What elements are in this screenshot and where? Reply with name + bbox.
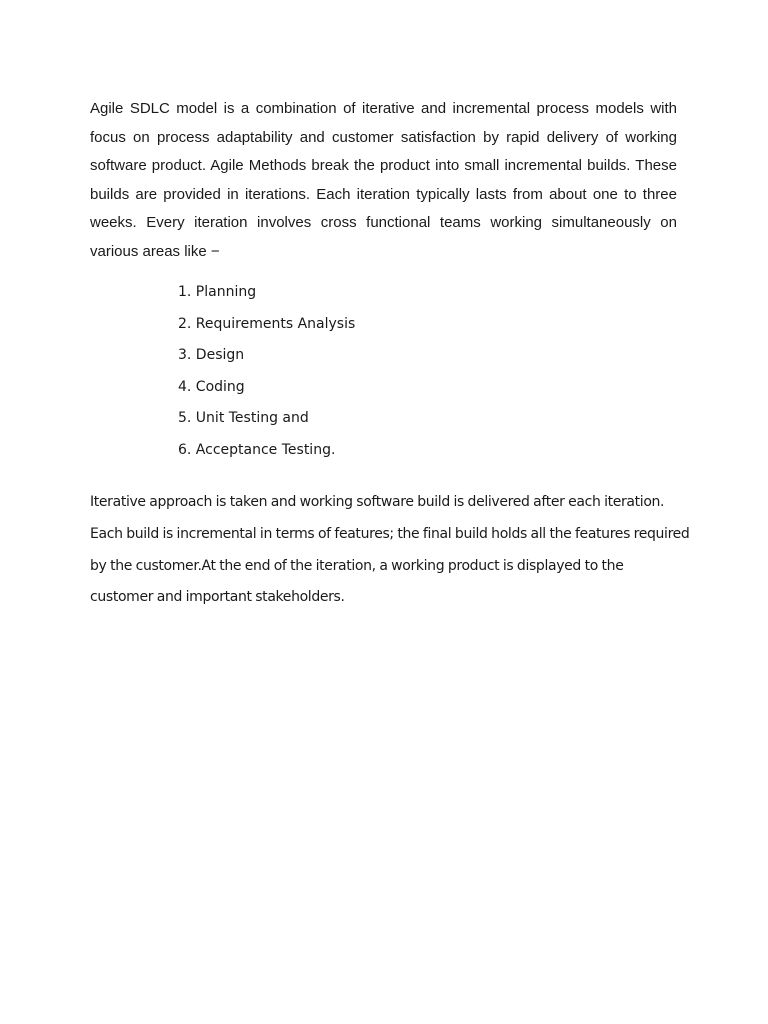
list-item-requirements-analysis: 2. Requirements Analysis <box>178 315 356 332</box>
closing-paragraph: Iterative approach is taken and working software build is delivered after each iteration. Each build is incremental in terms of features; the final build holds all the features required by the customer.At the end of the iteration, a working product is displayed to the customer and important stakeholders. <box>90 494 690 606</box>
intro-paragraph: Agile SDLC model is a combination of iterative and incremental process models with focus on process adaptability and customer satisfaction by rapid delivery of working software product. Agile Methods break the product into small incremental builds. These builds are provided in iterations. Each iteration typically lasts from about one to three weeks. Every iteration involves cross functional teams working simultaneously on various areas like − <box>90 100 677 260</box>
list-item-coding: 4. Coding <box>178 378 245 395</box>
list-item-acceptance-testing: 6. Acceptance Testing. <box>178 441 336 458</box>
list-item-planning: 1. Planning <box>178 284 257 300</box>
list-item-design: 3. Design <box>178 347 245 364</box>
sdlc-steps-list <box>178 280 355 470</box>
list-item-unit-testing: 5. Unit Testing and <box>178 410 309 427</box>
